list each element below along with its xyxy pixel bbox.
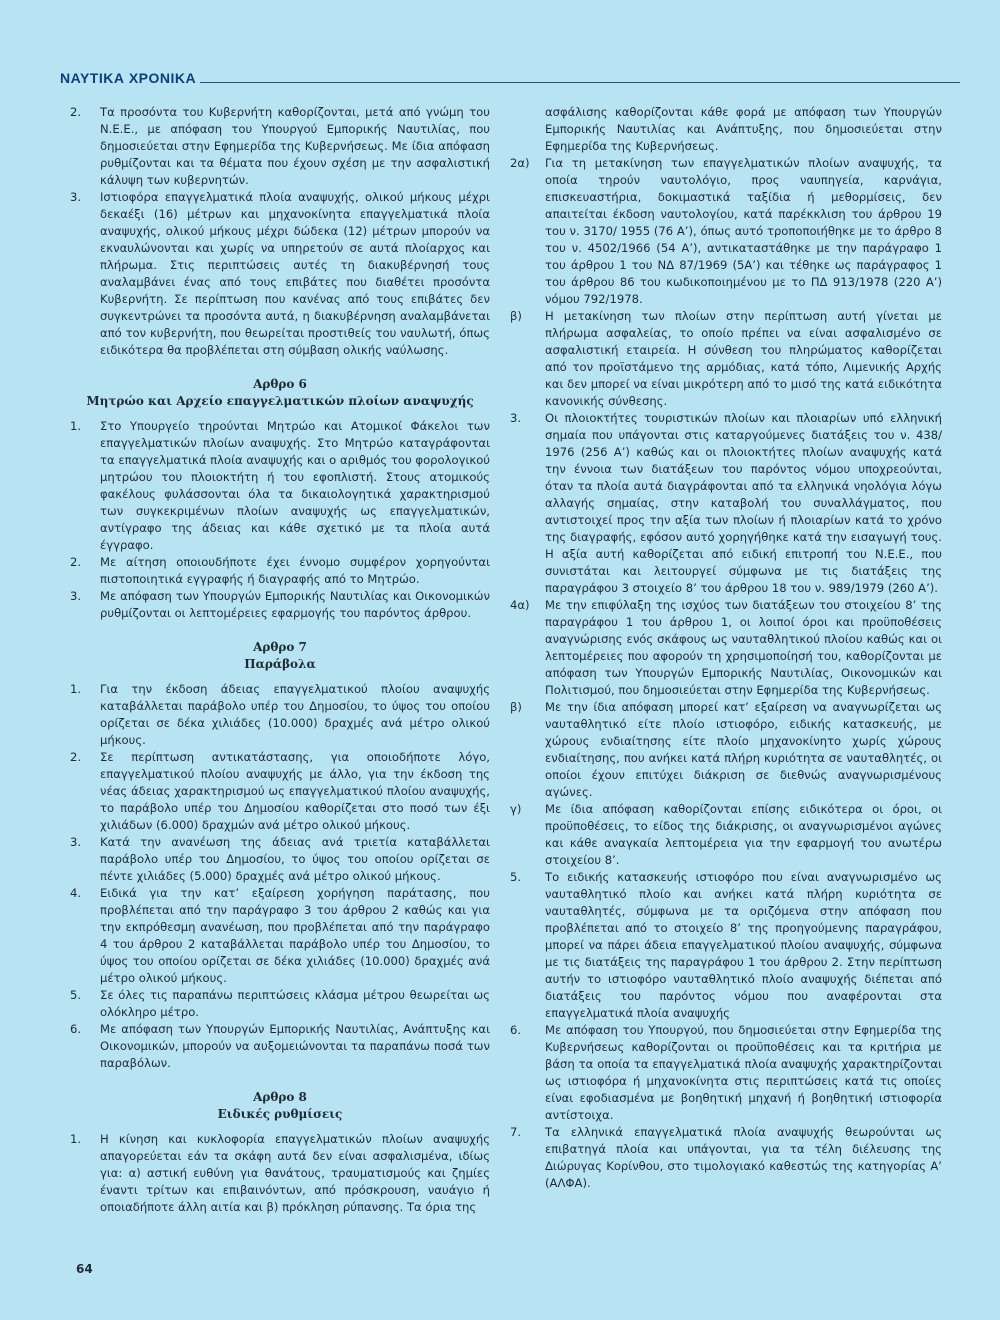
paragraph-number: 2. [70,105,82,119]
paragraph [70,749,490,834]
paragraph [70,189,490,359]
paragraph-text: Σε περίπτωση αντικατάστασης, για οποιοδήποτε λόγο, επαγγελματικού πλοίου αναψυχής με άλλο, για την έκδοση της νέας άδειας χαρακτηρισμού ως επαγγελματικού πλοίου αναψυχής, το παράβολο υπέρ του Δημοσίου καθορίζεται στο ποσό των έξι χιλιάδων (6.000) δραχμών ανά μέτρο ολικού μήκους. [100,750,490,832]
paragraph-number: 5. [70,988,82,1002]
paragraph-text: Με αίτηση οποιουδήποτε έχει έννομο συμφέρον χορηγούνται πιστοποιητικά εγγραφής ή διαγραφής από το Μητρώο. [100,555,490,586]
paragraph-text: Σε όλες τις παραπάνω περιπτώσεις κλάσμα μέτρου θεωρείται ως ολόκληρο μέτρο. [100,988,490,1019]
paragraph [70,588,490,622]
paragraph-text: Για τη μετακίνηση των επαγγελματικών πλοίων αναψυχής, τα οποία τηρούν ναυτολόγιο, προς ναυπηγεία, καρνάγια, επισκευαστήρια, δοκιμαστικά ταξίδια ή μεθορμίσεις, δεν απαιτείται έκδοση ναυτολογίου, κατά παρέκκλιση του άρθρου 19 του ν. 3170/ 1955 (76 Α’), όπως αυτό τροποποιήθηκε με το άρθρο 8 του ν. 4502/1966 (54 Α’), αντικαταστάθηκε με την παράγραφο 1 του άρθρου 1 του ΝΔ 87/1969 (5Α’) και τέθηκε ως παράγραφος 1 του άρθρου 86 του κωδικοποιημένου με το ΠΔ 913/1978 (220 Α’) νόμου 792/1978. [545,156,942,306]
paragraph-number: 6. [510,1023,522,1037]
paragraph [70,418,490,554]
paragraph-text: Ιστιοφόρα επαγγελματικά πλοία αναψυχής, ολικού μήκους μέχρι δεκαέξι (16) μέτρων και μηχανοκίνητα επαγγελματικά πλοία αναψυχής, ολικού μήκους μέχρι δώδεκα (12) μέτρων μπορούν να εκναυλώνονται και χωρίς να υπηρετούν σε αυτά πλοίαρχος και πλήρωμα. Στις περιπτώσεις αυτές τη διακυβέρνησή τους αναλαμβάνει ένας από τους επιβάτες που διαθέτει προσόντα Κυβερνήτη. Σε περίπτωση που κανένας από τους επιβάτες δεν συγκεντρώνει τα προσόντα αυτά, η διακυβέρνηση αναλαμβάνεται από τον κυβερνήτη, που θεωρείται προστιθείς του ναυλωτή, όπως ειδικότερα θα προβλέπεται στη σύμβαση ολικής ναύλωσης. [100,190,490,357]
paragraph [510,699,942,801]
article-7-title: Παράβολα [244,657,316,671]
paragraph-number: 1. [70,419,82,433]
paragraph-text: Στο Υπουργείο τηρούνται Μητρώο και Ατομικοί Φάκελοι των επαγγελματικών πλοίων αναψυχής. Στο Μητρώο καταγράφονται τα επαγγελματικά πλοία αναψυχής και ο αριθμός του φορολογικού μητρώου του πλοιοκτήτη ή του εφοπλιστή. Στους ατομικούς φακέλους φυλάσσονται όλα τα δικαιολογητικά χαρακτηρισμού των συγκεκριμένων πλοίων αναψυχής ως επαγγελματικών, αντίγραφο της άδειας και κάθε σχετικό με τα πλοία αυτά έγγραφο. [100,419,490,552]
paragraph-text: Ειδικά για την κατ’ εξαίρεση χορήγηση παράτασης, που προβλέπεται από την παράγραφο 3 του άρθρου 2 καθώς και για την εκπρόθεσμη ανανέωση, που προβλέπεται από την παράγραφο 4 του άρθρου 2 καταβάλλεται παράβολο υπέρ του Δημοσίου, το ύψος του οποίου ορίζεται σε δέκα χιλιάδες (10.000) δραχμές ανά μέτρο ολικού μήκους. [100,886,490,985]
paragraph [70,1021,490,1072]
paragraph [70,834,490,885]
paragraph-text: Με την ίδια απόφαση μπορεί κατ’ εξαίρεση να αναγνωρίζεται ως ναυταθλητικό είτε πλοίο ιστιοφόρο, ειδικής κατασκευής, με χώρους ενδιαίτησης είτε πλοίο μηχανοκίνητο χωρίς χώρους ενδιαίτησης, που ανήκει κατά πλήρη κυριότητα σε ναυταθλητές, οι οποίοι έχουν επιτύχει διάκριση σε διεθνώς αναγνωρισμένους αγώνες. [545,700,942,799]
paragraph [510,155,942,308]
paragraph-number: 1. [70,682,82,696]
paragraph [70,104,490,189]
paragraph-text: Το ειδικής κατασκευής ιστιοφόρο που είναι αναγνωρισμένο ως ναυταθλητικό πλοίο και ανήκει κατά πλήρη κυριότητα σε ναυταθλητές, σύμφωνα με τα οριζόμενα στην απόφαση που προβλέπεται από το στοιχείο 8’ της προηγούμενης παραγράφου, μπορεί να πάρει άδεια επαγγελματικού πλοίου αναψυχής, σύμφωνα με τις διατάξεις της παραγράφου 1 του άρθρου 2. Στην περίπτωση αυτήν το ιστιοφόρο ναυταθλητικό πλοίο αναψυχής διέπεται από διατάξεις του παρόντος νόμου που αναφέρονται στα επαγγελματικά πλοία αναψυχής [545,870,942,1020]
paragraph-text: Τα ελληνικά επαγγελματικά πλοία αναψυχής θεωρούνται ως επιβατηγά πλοία και υπάγονται, για τα τέλη διέλευσης της Διώρυγας Κορίνθου, στο τιμολογιακό καθεστώς της κατηγορίας Α’ (ΑΛΦΑ). [545,1125,942,1190]
paragraph [510,869,942,1022]
header-rule [200,82,960,83]
page-number: 64 [76,1262,93,1276]
continued-paragraph: ασφάλισης καθορίζονται κάθε φορά με απόφαση των Υπουργών Εμπορικής Ναυτιλίας και Ανάπτυξης, που δημοσιεύεται στην Εφημερίδα της Κυβερνήσεως. [545,105,942,153]
paragraph-text: Κατά την ανανέωση της άδειας ανά τριετία καταβάλλεται παράβολο υπέρ του Δημοσίου, το ύψος του οποίου ορίζεται σε πέντε χιλιάδες (5.000) δραχμές ανά μέτρο ολικού μήκους. [100,835,490,883]
paragraph-number: β) [510,700,522,714]
paragraph-number: 3. [70,190,82,204]
right-column [510,104,942,1192]
paragraph-text: Με απόφαση του Υπουργού, που δημοσιεύεται στην Εφημερίδα της Κυβερνήσεως καθορίζονται οι προϋποθέσεις και τα κριτήρια με βάση τα οποία τα επαγγελματικά πλοία αναψυχής χαρακτηρίζονται ως ιστιοφόρα ή μηχανοκίνητα στις περιπτώσεις κατά τις οποίες είναι εφοδιασμένα με βοηθητική μηχανή ή βοηθητική ιστιοφορία αντίστοιχα. [545,1023,942,1122]
paragraph-number: 4α) [510,598,530,612]
paragraph [510,1124,942,1192]
paragraph-number: 3. [510,411,522,425]
paragraph-text: Για την έκδοση άδειας επαγγελματικού πλοίου αναψυχής καταβάλλεται παράβολο υπέρ του Δημοσίου, το ύψος του οποίου ορίζεται σε δέκα χιλιάδες (10.000) δραχμές ανά μέτρο ολικού μήκους. [100,682,490,747]
paragraph-text: Με απόφαση των Υπουργών Εμπορικής Ναυτιλίας, Ανάπτυξης και Οικονομικών, μπορούν να αυξομειώνονται τα παραπάνω ποσά των παραβόλων. [100,1022,490,1070]
paragraph [510,410,942,597]
paragraph [510,1022,942,1124]
article-8-title: Ειδικές ρυθμίσεις [217,1107,343,1121]
paragraph-text: Με ίδια απόφαση καθορίζονται επίσης ειδικότερα οι όροι, οι προϋποθέσεις, το είδος της διάκρισης, οι αναγνωρισμένοι αγώνες και κάθε αναγκαία λεπτομέρεια για την εφαρμογή του ανωτέρω στοιχείου 8’. [545,802,942,867]
paragraph [510,801,942,869]
paragraph-number: 1. [70,1132,82,1146]
magazine-title: ΝΑΥΤΙΚΑ ΧΡΟΝΙΚΑ [60,70,197,86]
paragraph [70,987,490,1021]
paragraph-text: Η κίνηση και κυκλοφορία επαγγελματικών πλοίων αναψυχής απαγορεύεται εάν τα σκάφη αυτά δεν είναι ασφαλισμένα, ιδίως για: α) αστική ευθύνη για θανάτους, τραυματισμούς και ζημίες έναντι τρίτων και επιβαινόντων, από πρόσκρουση, ναυάγιο ή οποιαδήποτε άλλη αιτία και β) πρόκληση ρύπανσης. Τα όρια της [100,1132,490,1214]
paragraph-number: 5. [510,870,522,884]
paragraph [510,597,942,699]
paragraph-number: 2. [70,750,82,764]
article-6-title: Μητρώο και Αρχείο επαγγελματικών πλοίων αναψυχής [86,394,474,408]
paragraph [70,681,490,749]
paragraph [510,308,942,410]
paragraph-text: Με την επιφύλαξη της ισχύος των διατάξεων του στοιχείου 8’ της παραγράφου 1 του άρθρου 1, οι λοιποί όροι και προϋποθέσεις αναγνώρισης ενός σκάφους ως ναυταθλητικού πλοίου καθώς και οι λεπτομέρειες που αφορούν τη χρησιμοποίησή του, καθορίζονται με απόφαση των Υπουργών Εμπορικής Ναυτιλίας, Οικονομικών και Πολιτισμού, που δημοσιεύεται στην Εφημερίδα της Κυβερνήσεως. [545,598,942,697]
paragraph-number: γ) [510,802,522,816]
paragraph-text: Τα προσόντα του Κυβερνήτη καθορίζονται, μετά από γνώμη του Ν.Ε.Ε., με απόφαση του Υπουργού Εμπορικής Ναυτιλίας, που δημοσιεύεται στην Εφημερίδα της Κυβερνήσεως. Με ίδια απόφαση ρυθμίζονται και τα θέματα που έχουν σχέση με την ασφαλιστική κάλυψη των κυβερνητών. [100,105,490,187]
paragraph-number: 2. [70,555,82,569]
paragraph [70,554,490,588]
paragraph-number: 3. [70,589,82,603]
left-column [70,104,490,1216]
paragraph-number: 7. [510,1125,522,1139]
paragraph-text: Με απόφαση των Υπουργών Εμπορικής Ναυτιλίας και Οικονομικών ρυθμίζονται οι λεπτομέρειες εφαρμογής του παρόντος άρθρου. [100,589,490,620]
paragraph-number: β) [510,309,522,323]
running-header [60,66,960,86]
paragraph-number: 4. [70,886,82,900]
paragraph-number: 6. [70,1022,82,1036]
paragraph-text: Η μετακίνηση των πλοίων στην περίπτωση αυτή γίνεται με πλήρωμα ασφαλείας, το οποίο πρέπει να είναι ασφαλισμένο σε ασφαλιστική εταιρεία. Η σύνθεση του πληρώματος καθορίζεται από τον προϊστάμενο της αρμόδιας, κατά τόπο, Λιμενικής Αρχής και δεν μπορεί να είναι μικρότερη από το μισό της κατά ειδικότητα κανονικής σύνθεσης. [545,309,942,408]
paragraph-text: Οι πλοιοκτήτες τουριστικών πλοίων και πλοιαρίων υπό ελληνική σημαία που υπάγονται στις καταργούμενες διατάξεις του ν. 438/ 1976 (256 Α’) καθώς και οι πλοιοκτήτες πλοίων αναψυχής κατά την έννοια των διατάξεων του παρόντος νόμου υποχρεούνται, όταν τα πλοία αυτά διαγράφονται από τα ελληνικά νηολόγια λόγω αλλαγής σημαίας, στην καταβολή του συναλλάγματος, που αντιστοιχεί προς την αξία των πλοίων ή πλοιαρίων κατά το χρόνο της διαγραφής, εφόσον αυτό χορηγήθηκε κατά την εισαγωγή τους. Η αξία αυτή καθορίζεται από ειδική επιτροπή του Ν.Ε.Ε., που συνιστάται και λειτουργεί σύμφωνα με τις διατάξεις της παραγράφου 3 στοιχείο 8’ του άρθρου 18 του ν. 989/1979 (260 Α’). [545,411,942,595]
article-6-heading: Αρθρο 6 [253,377,307,391]
article-7-heading: Αρθρο 7 [253,640,307,654]
paragraph-number: 2α) [510,156,530,170]
paragraph [70,1131,490,1216]
paragraph-number: 3. [70,835,82,849]
article-8-heading: Αρθρο 8 [253,1090,307,1104]
paragraph [70,885,490,987]
